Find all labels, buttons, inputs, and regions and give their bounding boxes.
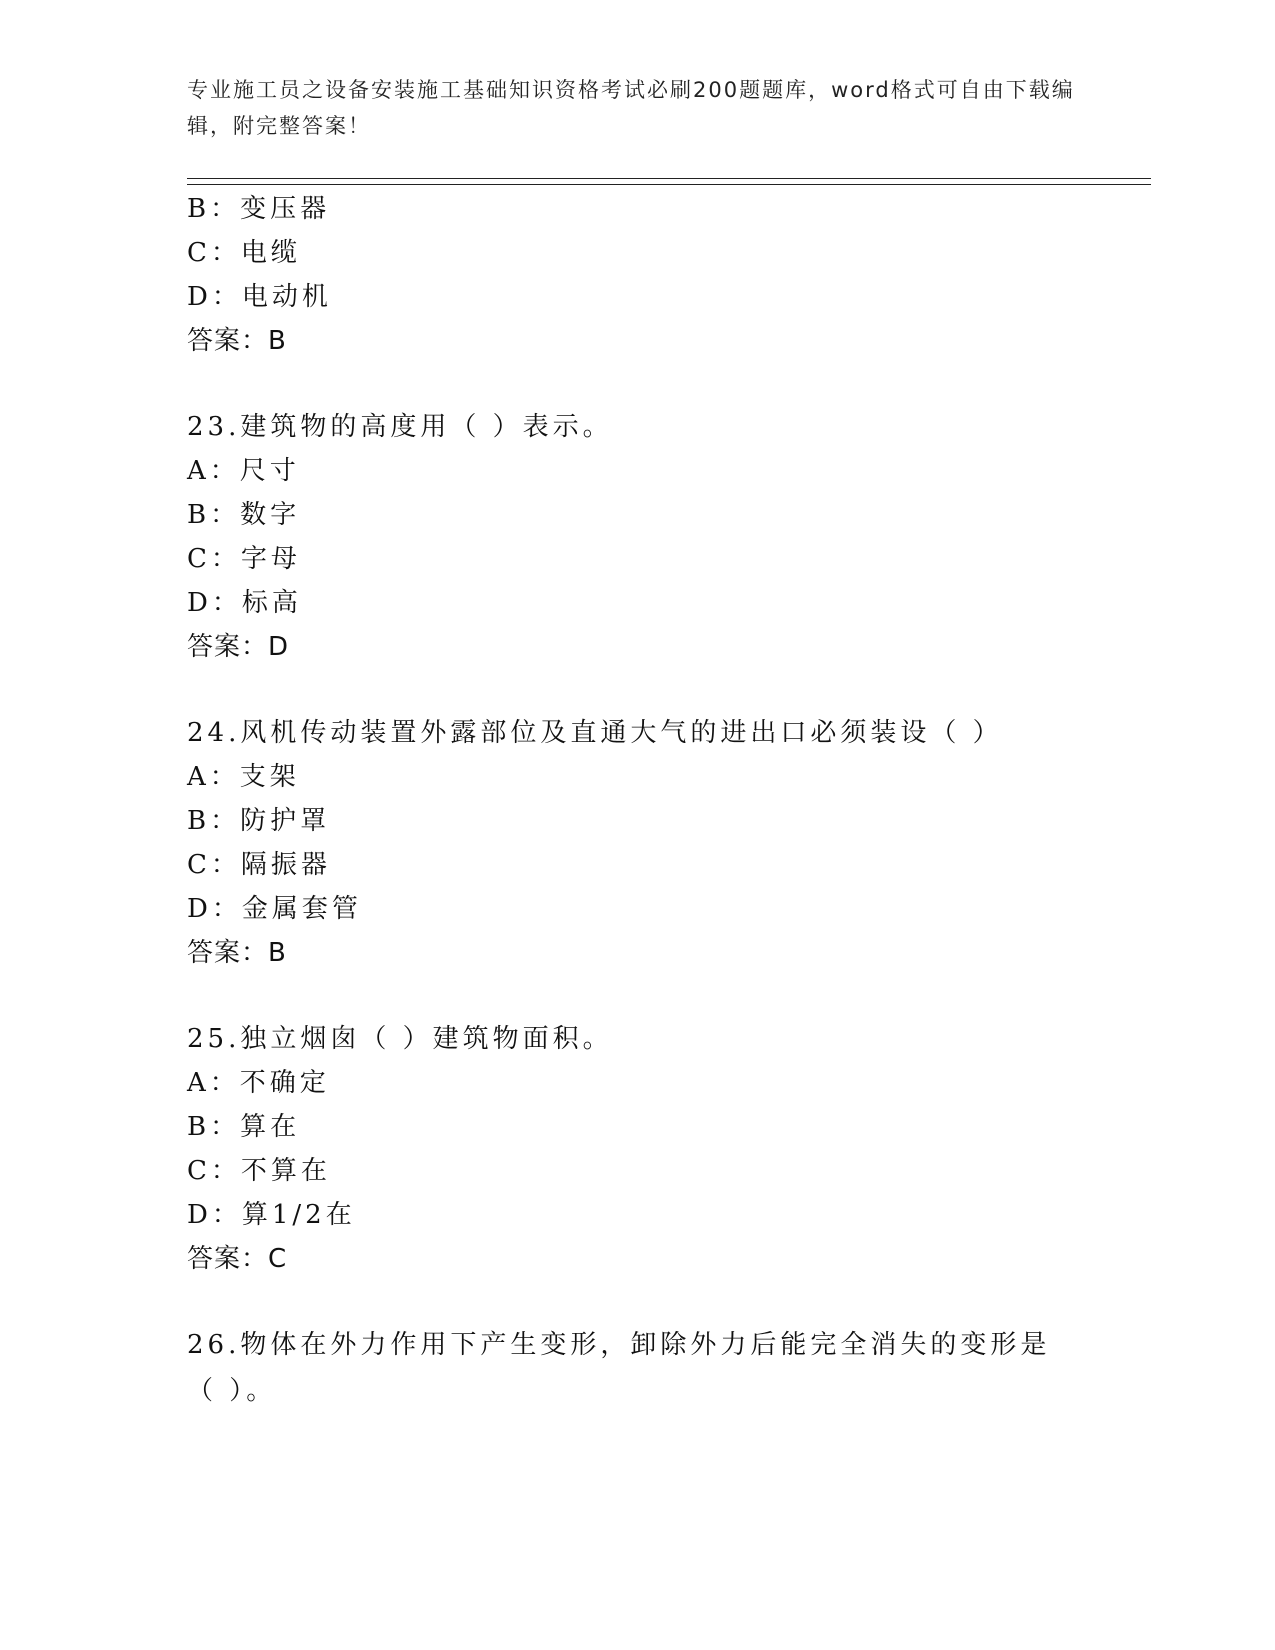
q25-answer: 答案：C — [187, 1244, 288, 1274]
q25-option-a: A：不确定 — [187, 1068, 330, 1098]
q22-answer: 答案：B — [187, 326, 287, 356]
q23-stem: 23.建筑物的高度用（ ）表示。 — [187, 412, 613, 442]
q24-answer: 答案：B — [187, 938, 287, 968]
q24-stem: 24.风机传动装置外露部位及直通大气的进出口必须装设（ ） — [187, 718, 1003, 748]
q26-stem: 26.物体在外力作用下产生变形，卸除外力后能完全消失的变形是（ ）。 — [187, 1330, 1051, 1406]
q23-option-a: A：尺寸 — [187, 456, 300, 486]
q23-option-b: B：数字 — [187, 500, 301, 530]
q24-option-b: B：防护罩 — [187, 806, 331, 836]
q22-option-b: B：变压器 — [187, 194, 331, 224]
q24-option-c: C：隔振器 — [187, 850, 331, 880]
q22-option-d: D：电动机 — [187, 282, 332, 312]
q23-answer: 答案：D — [187, 632, 290, 662]
document-header: 专业施工员之设备安装施工基础知识资格考试必刷200题题库，word格式可自由下载编辑，附完整答案！ — [187, 78, 1075, 138]
header-divider-double — [187, 184, 1151, 185]
q22-option-c: C：电缆 — [187, 238, 301, 268]
q25-option-d: D：算1/2在 — [187, 1200, 356, 1230]
q24-option-a: A：支架 — [187, 762, 300, 792]
q25-option-b: B：算在 — [187, 1112, 301, 1142]
q24-option-d: D：金属套管 — [187, 894, 362, 924]
q23-option-c: C：字母 — [187, 544, 301, 574]
q25-stem: 25.独立烟囱（ ）建筑物面积。 — [187, 1024, 613, 1054]
header-divider — [187, 178, 1151, 179]
q25-option-c: C：不算在 — [187, 1156, 331, 1186]
q23-option-d: D：标高 — [187, 588, 302, 618]
